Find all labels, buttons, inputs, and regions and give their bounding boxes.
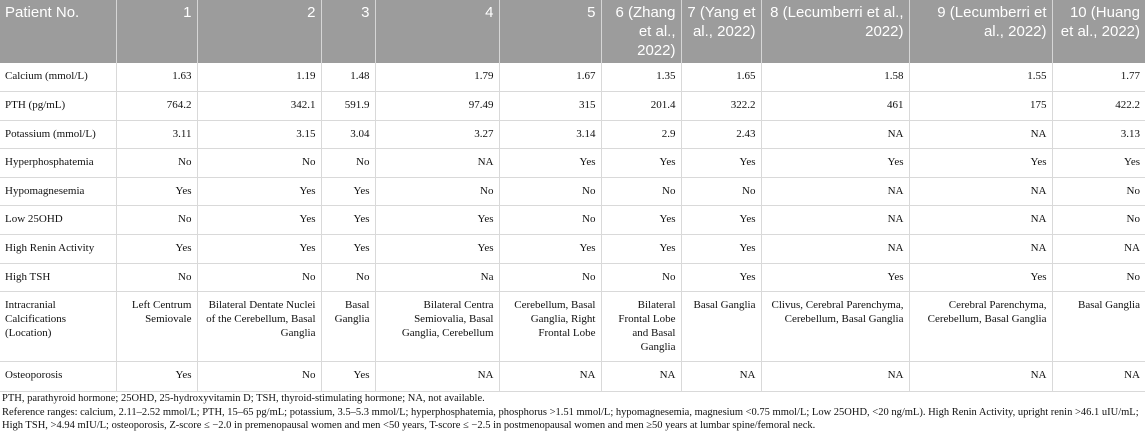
table-cell: NA [909, 177, 1052, 206]
table-cell: NA [1052, 235, 1145, 264]
table-cell: 1.67 [499, 63, 601, 92]
table-cell: Yes [681, 235, 761, 264]
row-label: Low 25OHD [0, 206, 116, 235]
table-cell: Basal Ganglia [321, 292, 375, 362]
table-cell: Basal Ganglia [681, 292, 761, 362]
table-cell: 342.1 [197, 92, 321, 121]
table-cell: NA [909, 362, 1052, 392]
table-cell: 1.19 [197, 63, 321, 92]
header-row [0, 0, 1145, 63]
table-cell: Yes [601, 149, 681, 178]
table-cell: Yes [321, 177, 375, 206]
table-cell: 3.15 [197, 120, 321, 149]
table-cell: No [116, 263, 197, 292]
table-cell: Clivus, Cerebral Parenchyma, Cerebellum, Basal Ganglia [761, 292, 909, 362]
table-cell: Yes [375, 235, 499, 264]
table-cell: Left Centrum Semiovale [116, 292, 197, 362]
table-cell: Yes [761, 149, 909, 178]
table-row [0, 206, 1145, 235]
table-cell: Cerebellum, Basal Ganglia, Right Frontal Lobe [499, 292, 601, 362]
row-label: PTH (pg/mL) [0, 92, 116, 121]
table-footnotes [2, 392, 1142, 433]
table-cell: NA [375, 149, 499, 178]
table-cell: 1.35 [601, 63, 681, 92]
table-cell: Yes [1052, 149, 1145, 178]
table-cell: 201.4 [601, 92, 681, 121]
table-row [0, 120, 1145, 149]
table-row [0, 263, 1145, 292]
table-cell: Yes [197, 235, 321, 264]
table-cell: No [116, 149, 197, 178]
table-cell: Yes [499, 235, 601, 264]
table-cell: 3.11 [116, 120, 197, 149]
row-label: Osteoporosis [0, 362, 116, 392]
abbreviations-note: PTH, parathyroid hormone; 25OHD, 25-hydroxyvitamin D; TSH, thyroid-stimulating hormone; NA, not available. [2, 393, 485, 404]
table-cell: No [499, 263, 601, 292]
table-cell: Yes [909, 263, 1052, 292]
table-row [0, 362, 1145, 392]
table-cell: NA [499, 362, 601, 392]
table-body [0, 63, 1145, 392]
table-cell: No [1052, 206, 1145, 235]
table-cell: 3.14 [499, 120, 601, 149]
table-cell: No [1052, 263, 1145, 292]
table-cell: NA [1052, 362, 1145, 392]
table-cell: Yes [116, 177, 197, 206]
table-cell: Yes [197, 177, 321, 206]
table-cell: No [499, 206, 601, 235]
table-cell: No [499, 177, 601, 206]
table-cell: 2.43 [681, 120, 761, 149]
header-patient-7: 7 (Yang et al., 2022) [681, 0, 761, 63]
row-label: Intracranial Calcifications (Location) [0, 292, 116, 362]
reference-ranges-note: Reference ranges: calcium, 2.11–2.52 mmol/L; PTH, 15–65 pg/mL; potassium, 3.5–5.3 mmol/L; hyperphosphatemia, phosphorus >1.51 mmol/L; hypomagnesemia, magnesium <0.75 mmol/L; Low 25OHD, <20 ng/mL). High Renin Activity, upright renin >46.1 uIU/mL; High TSH, >4.94 mIU/L; osteoporosis, Z-score ≤ −2.0 in premenopausal women and men <50 years, T-score ≤ −2.5 in postmenopausal women and men ≥50 years at lumbar spine/femoral neck. [2, 406, 1139, 431]
table-cell: Yes [681, 263, 761, 292]
table-cell: NA [761, 206, 909, 235]
row-label: Calcium (mmol/L) [0, 63, 116, 92]
table-cell: 1.55 [909, 63, 1052, 92]
header-patient-10: 10 (Huang et al., 2022) [1052, 0, 1145, 63]
table-cell: Yes [321, 206, 375, 235]
table-cell: 422.2 [1052, 92, 1145, 121]
table-cell: No [197, 263, 321, 292]
table-cell: NA [909, 206, 1052, 235]
row-label: Hypomagnesemia [0, 177, 116, 206]
table-cell: NA [375, 362, 499, 392]
table-cell: Yes [116, 235, 197, 264]
table-row [0, 92, 1145, 121]
table-cell: 3.04 [321, 120, 375, 149]
header-patient-6: 6 (Zhang et al., 2022) [601, 0, 681, 63]
row-label: Potassium (mmol/L) [0, 120, 116, 149]
table-cell: No [321, 263, 375, 292]
table-cell: No [197, 362, 321, 392]
table-cell: NA [909, 235, 1052, 264]
table-cell: Yes [321, 362, 375, 392]
table-cell: 2.9 [601, 120, 681, 149]
table-cell: Yes [321, 235, 375, 264]
table-cell: 461 [761, 92, 909, 121]
table-cell: 3.13 [1052, 120, 1145, 149]
table-cell: Yes [601, 235, 681, 264]
table-cell: NA [761, 120, 909, 149]
table-cell: No [681, 177, 761, 206]
table-cell: Yes [761, 263, 909, 292]
table-cell: Cerebral Parenchyma, Cerebellum, Basal Ganglia [909, 292, 1052, 362]
row-label: High Renin Activity [0, 235, 116, 264]
table-cell: Yes [116, 362, 197, 392]
table-cell: NA [681, 362, 761, 392]
table-cell: NA [601, 362, 681, 392]
table-row [0, 177, 1145, 206]
header-patient-3: 3 [321, 0, 375, 63]
table-cell: Yes [499, 149, 601, 178]
table-cell: NA [761, 177, 909, 206]
table-cell: 322.2 [681, 92, 761, 121]
table-cell: 1.63 [116, 63, 197, 92]
table-cell: Yes [681, 149, 761, 178]
table-cell: Yes [375, 206, 499, 235]
table-cell: No [1052, 177, 1145, 206]
table-cell: No [116, 206, 197, 235]
table-cell: NA [761, 235, 909, 264]
table-cell: 1.48 [321, 63, 375, 92]
header-patient-4: 4 [375, 0, 499, 63]
table-row [0, 235, 1145, 264]
table-row [0, 149, 1145, 178]
header-patient-9: 9 (Lecumberri et al., 2022) [909, 0, 1052, 63]
table-cell: 1.58 [761, 63, 909, 92]
table-cell: 1.77 [1052, 63, 1145, 92]
table-cell: Na [375, 263, 499, 292]
table-row [0, 63, 1145, 92]
table-cell: 591.9 [321, 92, 375, 121]
header-patient-2: 2 [197, 0, 321, 63]
table-cell: No [197, 149, 321, 178]
header-patient-1: 1 [116, 0, 197, 63]
header-patient-5: 5 [499, 0, 601, 63]
table-cell: 315 [499, 92, 601, 121]
table-cell: 3.27 [375, 120, 499, 149]
table-cell: Basal Ganglia [1052, 292, 1145, 362]
table-cell: Bilateral Dentate Nuclei of the Cerebellum, Basal Ganglia [197, 292, 321, 362]
table-row [0, 292, 1145, 362]
table-cell: Yes [197, 206, 321, 235]
table-cell: Bilateral Centra Semiovalia, Basal Ganglia, Cerebellum [375, 292, 499, 362]
table-cell: NA [761, 362, 909, 392]
row-label: High TSH [0, 263, 116, 292]
table-cell: NA [909, 120, 1052, 149]
table-cell: 1.79 [375, 63, 499, 92]
row-label: Hyperphosphatemia [0, 149, 116, 178]
table-cell: No [321, 149, 375, 178]
table-cell: 175 [909, 92, 1052, 121]
table-cell: Yes [681, 206, 761, 235]
table-cell: Yes [909, 149, 1052, 178]
table-cell: 1.65 [681, 63, 761, 92]
header-patient-no: Patient No. [0, 0, 116, 63]
table-cell: No [375, 177, 499, 206]
header-patient-8: 8 (Lecumberri et al., 2022) [761, 0, 909, 63]
table-cell: 764.2 [116, 92, 197, 121]
table-cell: No [601, 177, 681, 206]
table-cell: 97.49 [375, 92, 499, 121]
table-cell: No [601, 263, 681, 292]
table-cell: Yes [601, 206, 681, 235]
table-cell: Bilateral Frontal Lobe and Basal Ganglia [601, 292, 681, 362]
